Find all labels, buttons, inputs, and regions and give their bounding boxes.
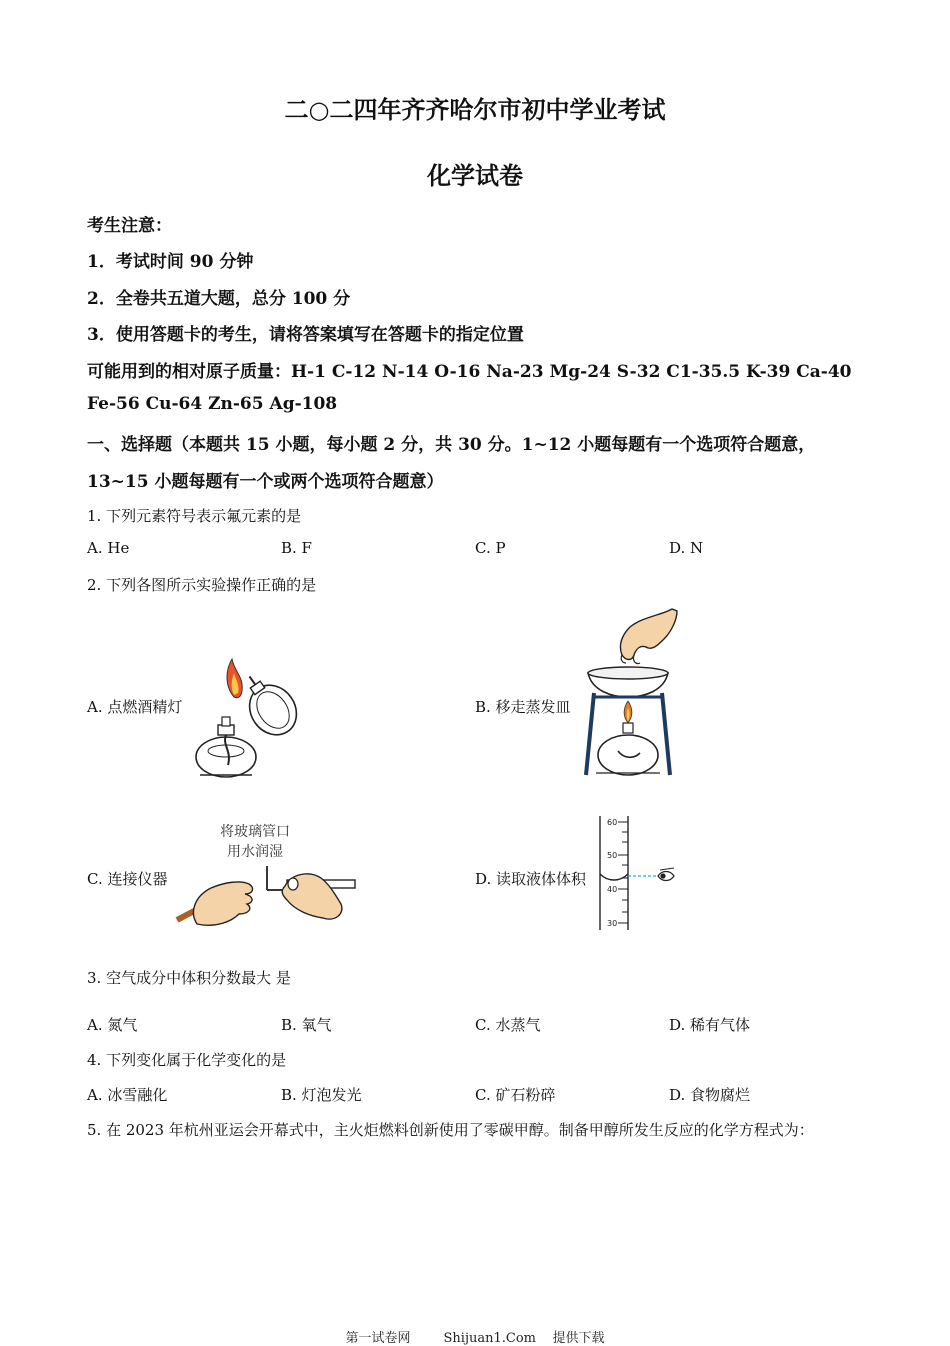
- figure-note: 用水润湿: [227, 844, 283, 860]
- option-b: B. 氧气: [281, 1016, 332, 1034]
- cylinder-tick-label: 40: [607, 885, 618, 894]
- page-footer: 第一试卷网 Shijuan1.Com 提供下载: [345, 1331, 605, 1346]
- option-c: C. 矿石粉碎: [475, 1086, 556, 1104]
- cylinder-tick-label: 30: [607, 919, 618, 928]
- alcohol-lamp-lighting-figure: [188, 655, 303, 785]
- option-c: C. P: [475, 539, 506, 557]
- option-b: B. 移走蒸发皿: [475, 698, 571, 716]
- question-stem: 5. 在 2023 年杭州亚运会开幕式中，主火炬燃料创新使用了零碳甲醇。制备甲醇所发生反应的化学方程式为：: [87, 1121, 814, 1139]
- notice-item: 1．考试时间 90 分钟: [87, 252, 254, 272]
- evaporating-dish-figure: [582, 605, 682, 780]
- option-a: A. 点燃酒精灯: [87, 698, 183, 716]
- page-title: 二○二四年齐齐哈尔市初中学业考试: [284, 95, 666, 124]
- connect-apparatus-figure: [175, 860, 360, 930]
- figure-note: 将玻璃管口: [220, 824, 290, 840]
- option-d: D. N: [669, 539, 704, 557]
- question-stem: 3. 空气成分中体积分数最大 是: [87, 969, 291, 987]
- option-a: A. 氮气: [87, 1016, 138, 1034]
- option-a: A. He: [87, 539, 130, 557]
- atomic-masses-line1: 可能用到的相对原子质量：H-1 C-12 N-14 O-16 Na-23 Mg-24 S-32 C1-35.5 K-39 Ca-40: [87, 362, 852, 382]
- cylinder-tick-label: 50: [607, 851, 618, 860]
- option-b: B. F: [281, 539, 312, 557]
- option-c: C. 水蒸气: [475, 1016, 541, 1034]
- page-subtitle: 化学试卷: [427, 161, 523, 190]
- graduated-cylinder-figure: [590, 812, 685, 934]
- cylinder-tick-label: 60: [607, 818, 618, 827]
- notice-heading: 考生注意：: [87, 216, 172, 236]
- option-d: D. 稀有气体: [669, 1016, 751, 1034]
- question-stem: 4. 下列变化属于化学变化的是: [87, 1051, 287, 1069]
- atomic-masses-line2: Fe-56 Cu-64 Zn-65 Ag-108: [87, 394, 338, 414]
- question-stem: 1. 下列元素符号表示氟元素的是: [87, 507, 302, 525]
- option-d: D. 食物腐烂: [669, 1086, 751, 1104]
- question-stem: 2. 下列各图所示实验操作正确的是: [87, 576, 317, 594]
- notice-item: 3．使用答题卡的考生，请将答案填写在答题卡的指定位置: [87, 325, 524, 345]
- option-d: D. 读取液体体积: [475, 870, 587, 888]
- section-heading-cont: 13~15 小题每题有一个或两个选项符合题意）: [87, 472, 444, 492]
- option-c: C. 连接仪器: [87, 870, 168, 888]
- section-heading: 一、选择题（本题共 15 小题，每小题 2 分，共 30 分。1~12 小题每题有一个选项符合题意，: [87, 435, 816, 455]
- option-a: A. 冰雪融化: [87, 1086, 168, 1104]
- option-b: B. 灯泡发光: [281, 1086, 362, 1104]
- notice-item: 2．全卷共五道大题，总分 100 分: [87, 289, 351, 309]
